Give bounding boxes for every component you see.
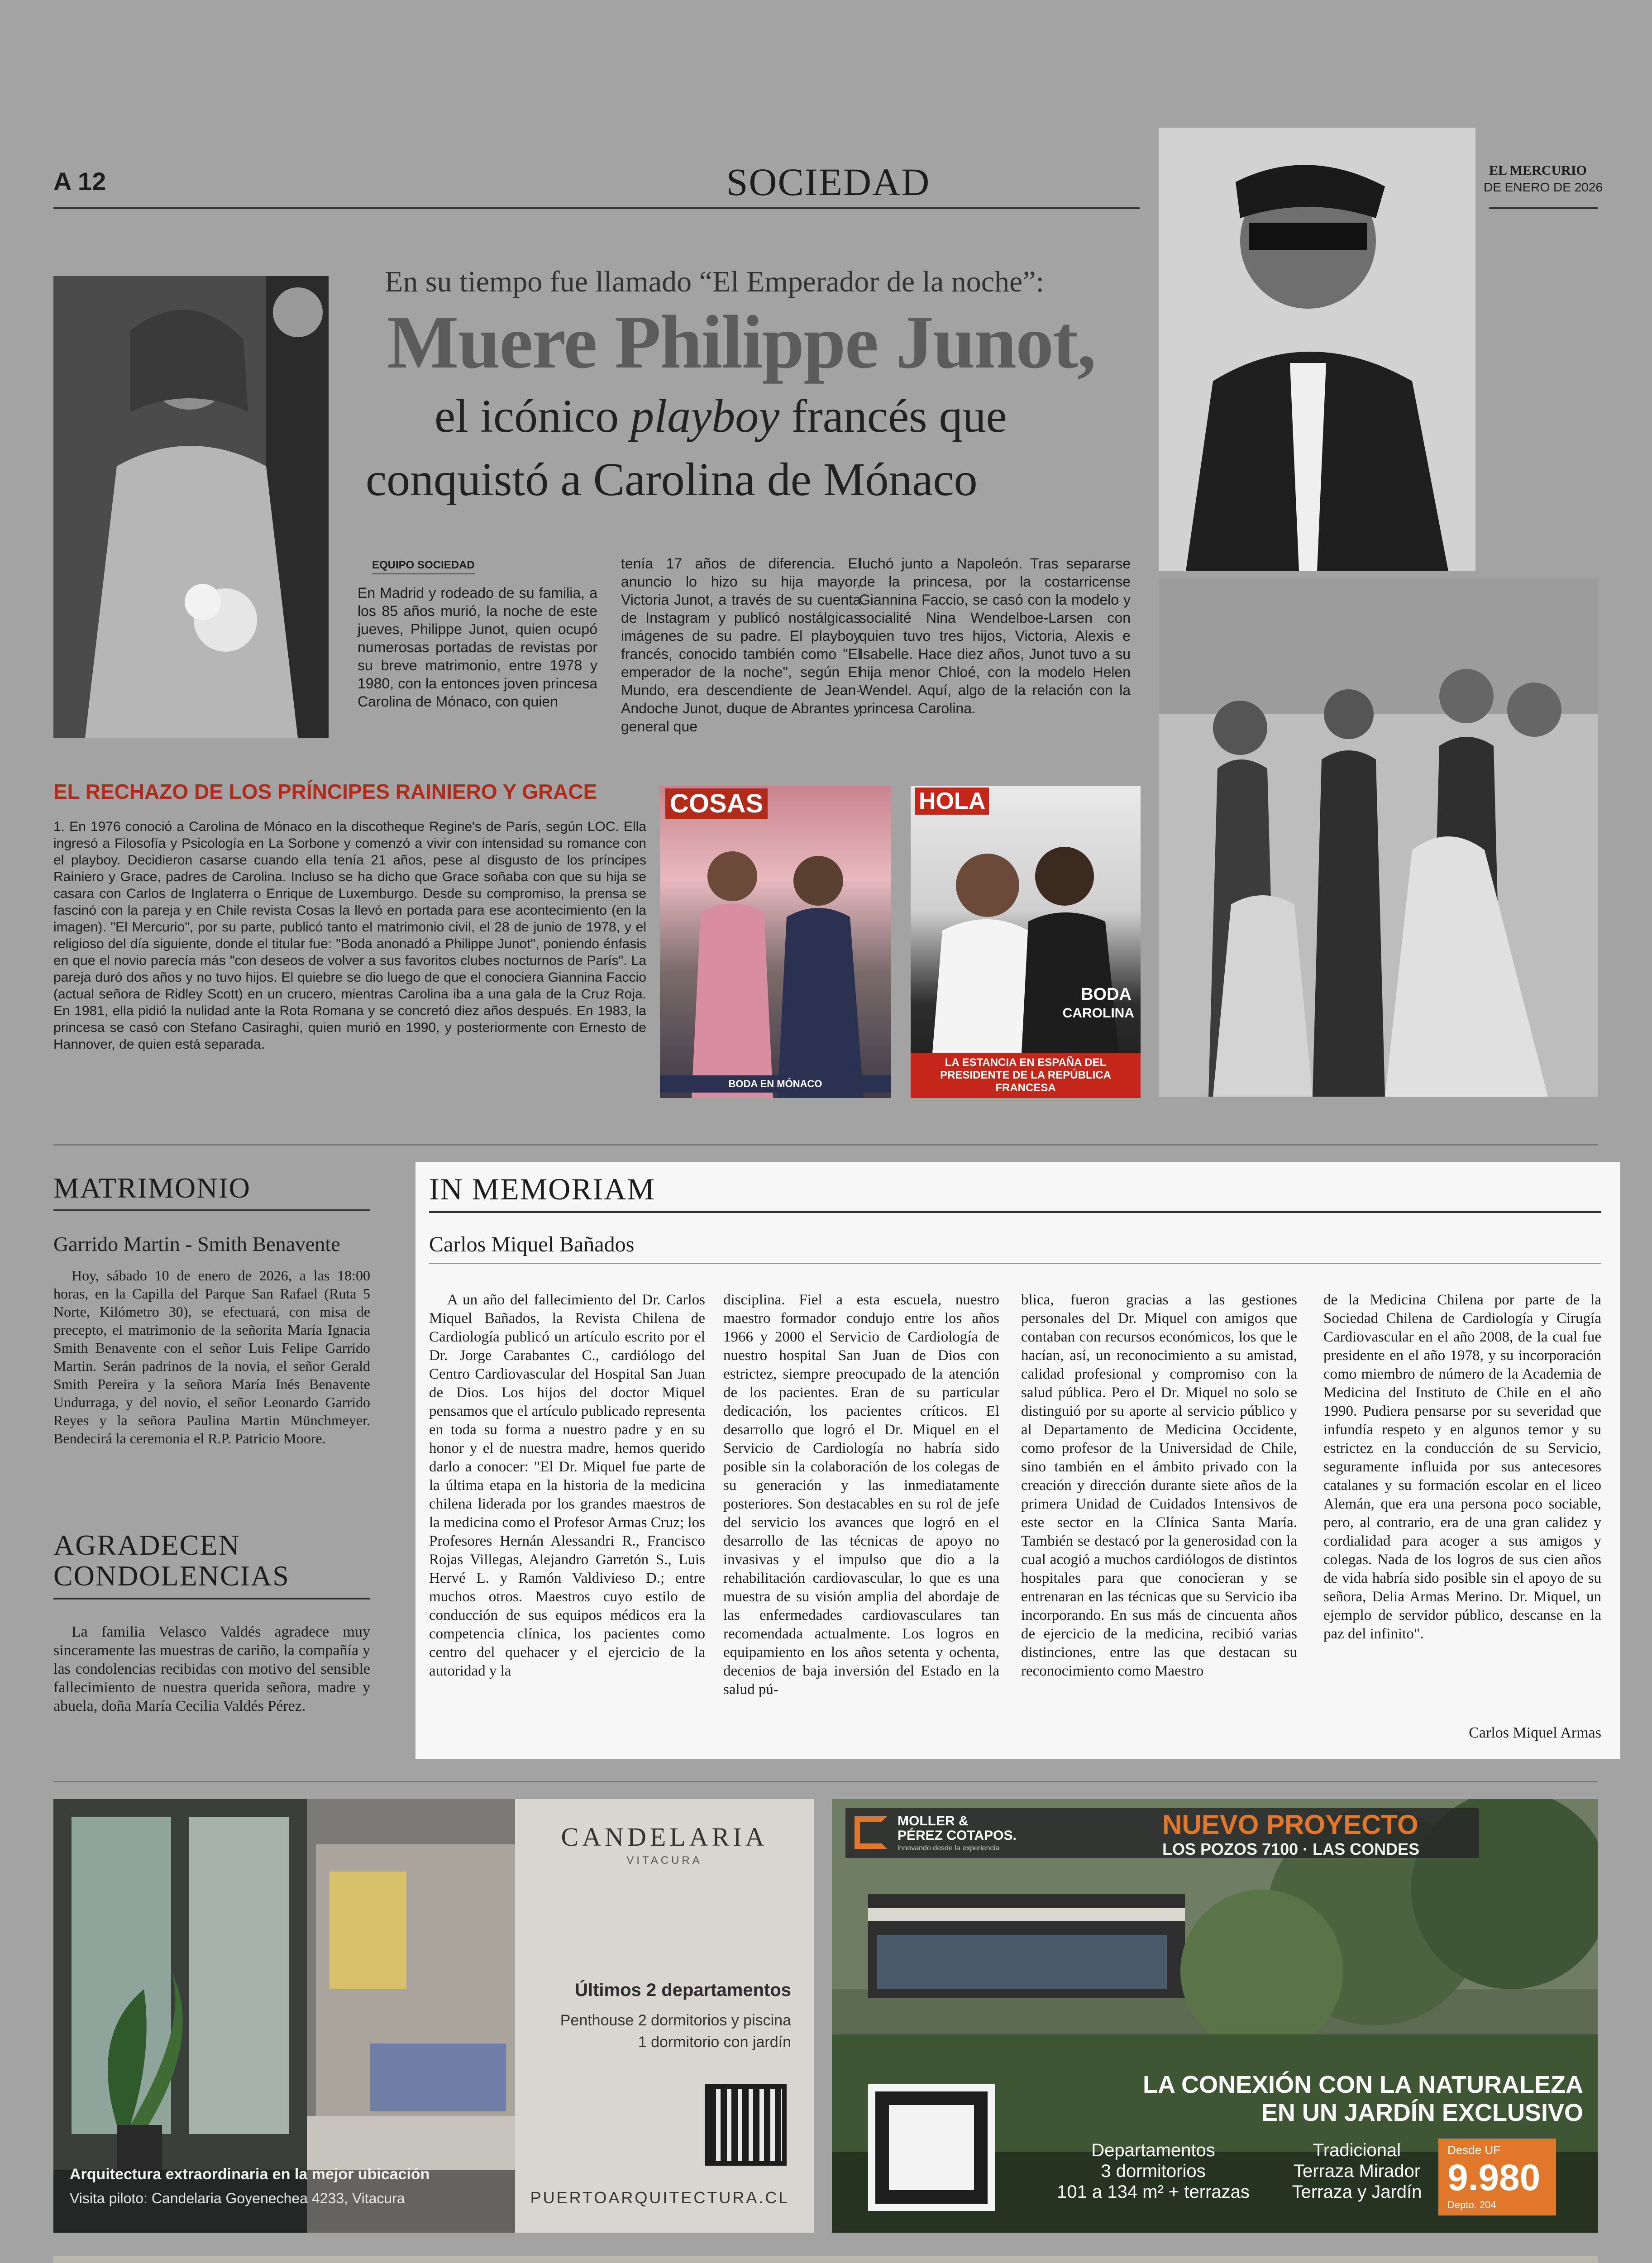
feature-headline-line3: conquistó a Carolina de Mónaco: [366, 454, 978, 506]
moller-trad-2: Terraza y Jardín: [1292, 2182, 1422, 2202]
candelaria-line1: Penthouse 2 dormitorios y piscina: [560, 2012, 791, 2029]
feature-byline: EQUIPO SOCIEDAD: [372, 559, 475, 574]
junot-portrait: [1159, 128, 1475, 571]
page-number: A 12: [53, 167, 106, 196]
candelaria-visit: Visita piloto: Candelaria Goyenechea 4233, Vitacura: [70, 2190, 405, 2206]
leaders-portraits: [1004, 2256, 1592, 2263]
newspaper-name: EL MERCURIO: [1489, 163, 1587, 178]
moller-brand-2: PÉREZ COTAPOS.: [898, 1828, 1017, 1843]
header-rule: [53, 207, 1140, 209]
memoriam-title: IN MEMORIAM: [429, 1172, 655, 1206]
candelaria-line2: 1 dormitorio con jardín: [638, 2034, 791, 2051]
candelaria-url[interactable]: PUERTOARQUITECTURA.CL: [530, 2188, 790, 2207]
matrimonio-title: MATRIMONIO: [53, 1172, 251, 1204]
hola-caption: LA ESTANCIA EN ESPAÑA DEL PRESIDENTE DE LA REPÚBLICA FRANCESA: [911, 1053, 1141, 1098]
hola-title-a: BODA: [1081, 985, 1132, 1004]
candelaria-brand: CANDELARIA: [561, 1822, 768, 1852]
moller-headline-1: LA CONEXIÓN CON LA NATURALEZA: [1143, 2071, 1583, 2098]
candelaria-brand-sub: VITACURA: [626, 1854, 702, 1867]
memoriam-col3: blica, fueron gracias a las gestiones personales del Dr. Miquel con amigos que contaban con recursos económicos, los que le hacían, así, un reconocimiento a su amistad, calidad profesional y compromiso con la salud pública. Pero el Dr. Miquel no solo se distinguió por su aporte al servicio público y al Departamento de Medicina Occidente, como profesor de la Universidad de Chile, sino también en el ámbito privado con la creación y dirección durante siete años de la primera Unidad de Cuidados Intensivos de este sector en la Clínica Santa María. También se destacó por la generosidad con la cual acogió a muchos cardiólogos de distintos hospitales para que conocieran y se entrenaran en las técnicas que su Servicio iba incorporando. En sus más de cincuenta años de ejercicio de la medicina, recibió varias distinciones, entre las que destacan su reconocimiento como Maestro: [1021, 1292, 1297, 1679]
memoriam-rule: [429, 1211, 1601, 1213]
candelaria-tagline: Arquitectura extraordinaria en la mejor ubicación: [70, 2166, 430, 2183]
candelaria-qr-code[interactable]: [705, 2084, 787, 2166]
feature-headline-line2: [434, 389, 1007, 443]
moller-address: LOS POZOS 7100 · LAS CONDES: [1162, 1840, 1420, 1858]
feature-body-col3: luchó junto a Napoleón. Tras separarse de la princesa, por la costarricense Giannina Faccio, se casó con la modelo y socialité Nina Wendelboe-Larsen con quien tuvo tres hijos, Victoria, Alexis e Isabelle. Hace diez años, Junot tuvo a su hija menor Chloé, con la modelo Helen Wendel. Aquí, algo de la relación con la princesa Carolina.: [859, 555, 1131, 716]
moller-brand-1: MOLLER &: [898, 1814, 969, 1829]
hola-masthead: HOLA: [915, 788, 989, 815]
moller-headline-2: EN UN JARDÍN EXCLUSIVO: [1261, 2099, 1583, 2126]
moller-qr-code[interactable]: [868, 2084, 995, 2211]
matrimonio-subtitle: Garrido Martin - Smith Benavente: [53, 1232, 340, 1256]
condolencias-title-2: CONDOLENCIAS: [53, 1560, 290, 1592]
moller-dept-label: Departamentos: [1091, 2140, 1215, 2160]
section-divider-2: [53, 1781, 1598, 1782]
moller-trad-1: Terraza Mirador: [1293, 2161, 1421, 2181]
headline-line2-italic: playboy: [630, 390, 780, 442]
sidebar-title: EL RECHAZO DE LOS PRÍNCIPES RAINIERO Y GRACE: [53, 780, 597, 803]
moller-price-label: Desde UF: [1447, 2143, 1501, 2157]
candelaria-heading: Últimos 2 departamentos: [575, 1980, 791, 2000]
cosas-masthead: COSAS: [665, 788, 768, 819]
carolina-photo: [53, 276, 329, 738]
cosas-cover: [660, 786, 891, 1098]
feature-body-col2: tenía 17 años de diferencia. El anuncio lo hizo su hija mayor, Victoria Junot, a través de su cuenta de Instagram y publicó nostálgicas imágenes de su padre. El playboy francés, conocido también como "El emperador de la noche", según El Mundo, era descendiente de Jean-Andoche Junot, duque de Abrantes y general que: [621, 555, 861, 735]
memoriam-name: Carlos Miquel Bañados: [429, 1232, 635, 1256]
moller-logo-icon: [855, 1816, 887, 1849]
matrimonio-rule: [53, 1209, 370, 1211]
hola-title-b: CAROLINA: [1062, 1006, 1134, 1021]
moller-dept-size: 101 a 134 m² + terrazas: [1057, 2182, 1250, 2202]
matrimonio-body: Hoy, sábado 10 de enero de 2026, a las 18:00 horas, en la Capilla del Parque San Rafael (Ruta 5 Norte, Kilómetro 30), se efectuará, con misa de precepto, el matrimonio de la señorita María Ignacia Smith Benavente con el señor Luis Felipe Garrido Martin. Serán padrinos de la novia, el señor Gerald Smith Pereira y la señora María Inés Benavente Undurraga, y del novio, el señor Leonardo Garrido Reyes y la señora Paulina Martin Münchmeyer. Bendecirá la ceremonia el R.P. Patricio Moore.: [53, 1267, 370, 1447]
headline-line2-pre: el icónico: [434, 390, 631, 442]
sidebar-body: 1. En 1976 conoció a Carolina de Mónaco en la discotheque Regine's de París, según LOC. Ella ingresó a Filosofía y Psicología en La Sorbone y comenzó a vivir con intensidad su romance con el playboy. Decidieron casarse cuando ella tenía 21 años, pese al disgusto de los príncipes Rainiero y Grace, padres de Carolina. Incluso se ha dicho que Grace soñaba con que su hija se casara con Carlos de Inglaterra o Enrique de Luxemburgo. Desde su compromiso, la prensa se fascinó con la pareja y en Chile revista Cosas la llevó en portada para ese acontecimiento (en la imagen). "El Mercurio", por su parte, publicó tanto el matrimonio civil, el 28 de junio de 1978, y el religioso del día siguiente, donde el titular fue: "Boda anonadó a Philippe Junot", poniendo énfasis en que el novio parecía más "con deseos de volver a sus favoritos clubes nocturnos de París". La pareja duró dos años y no tuvo hijos. El quiebre se dio luego de que el conociera Giannina Faccio (actual señora de Ridley Scott) en un crucero, mientras Carolina iba a una gala de la Cruz Roja. En 1981, ella pidió la nulidad ante la Rota Romana y se concretó diez años después. En 1983, la princesa se casó con Stefano Casiraghi, quien murió en 1990, y posteriormente con Ernesto de Hannover, de quien está separada.: [53, 819, 646, 1052]
memoriam-col2: disciplina. Fiel a esta escuela, nuestro maestro formador condujo entre los años 1966 y 2000 el Servicio de Cardiología de nuestro hospital San Juan de Dios con estrictez, siempre preocupado de la atención de los pacientes. Eran de su particular dedicación, los pacientes críticos. El desarrollo que logró el Dr. Miquel en el Servicio de Cardiología no habría sido posible sin la colaboración de los colegas de su generación y las inmediatamente posteriores. Son destacables en su rol de jefe del servicio los avances que logró en el desarrollo de las técnicas de apoyo no invasivas y el impulso que dio a la rehabilitación cardiovascular, lo que es una muestra de su visión amplia del abordaje de las enfermedades cardiovasculares tan recomendada actualmente. Los logros en equipamiento en los años setenta y ochenta, decenios de baja inversión del Estado en la salud pú-: [723, 1292, 999, 1698]
memoriam-rule-2: [429, 1263, 1601, 1264]
moller-ad[interactable]: [832, 1799, 1598, 2233]
feature-headline: Muere Philippe Junot,: [387, 300, 1095, 384]
condolencias-body: La familia Velasco Valdés agradece muy sinceramente las muestras de cariño, la compañía y las condolencias recibidas con motivo del sensible fallecimiento de nuestra querida señora, madre y abuela, doña María Cecilia Valdés Pérez.: [53, 1623, 370, 1714]
moller-title: NUEVO PROYECTO: [1162, 1809, 1418, 1840]
royal-family-photo: [1159, 578, 1598, 1097]
cosas-caption: BODA EN MÓNACO: [660, 1075, 891, 1093]
section-title: SOCIEDAD: [726, 160, 931, 204]
header-rule-right: [1489, 207, 1598, 209]
moller-brand-tag: innovando desde la experiencia: [898, 1844, 1000, 1852]
moller-trad-label: Tradicional: [1313, 2140, 1401, 2160]
feature-kicker: En su tiempo fue llamado “El Emperador de la noche”:: [385, 265, 1044, 298]
feature-body-col1: En Madrid y rodeado de su familia, a los 85 años murió, la noche de este jueves, Philippe Junot, quien ocupó numerosas portadas de revistas por su breve matrimonio, entre 1978 y 1980, con la entonces joven princesa Carolina de Mónaco, con quien: [358, 585, 597, 710]
memoriam-col4: de la Medicina Chilena por parte de la Sociedad Chilena de Cardiología y Cirugía Cardiovascular en el año 2008, de la cual fue presidente en el año 1978, y su incorporación como miembro de número de la Academia de Medicina del Instituto de Chile en el año 1990. Pudiera pensarse por su severidad que infundía respeto y en algunos temor y su estrictez en la conducción de su Servicio, seguramente influida por sus antecesores catalanes y su formación escolar en el liceo Alemán, que era una persona poco sociable, pero, al contrario, era de una gran calidez y cordialidad para acoger a sus amigos y colegas. Nada de los logros de sus cien años de vida habría sido posible sin el apoyo de su señora, Delia Armas Merino. Dr. Miquel, un ejemplo de servidor público, descanse en la paz del infinito".: [1323, 1292, 1601, 1642]
issue-date: DE ENERO DE 2026: [1484, 180, 1603, 194]
condolencias-title-1: AGRADECEN: [53, 1529, 240, 1561]
moller-dept-rooms: 3 dormitorios: [1101, 2161, 1206, 2181]
hola-cover: [911, 786, 1141, 1098]
condolencias-rule: [53, 1598, 370, 1599]
section-divider-1: [53, 1144, 1598, 1146]
memoriam-col1: A un año del fallecimiento del Dr. Carlos Miquel Bañados, la Revista Chilena de Cardiología publicó un artículo escrito por el Dr. Jorge Carabantes C., cardiólogo del Centro Cardiovascular del Hospital San Juan de Dios. Los hijos del doctor Miquel pensamos que el artículo publicado representa en toda su forma a nuestro padre y en su honor y el de nuestra madre, hemos querido darlo a conocer: "El Dr. Miquel fue parte de la última etapa en la historia de la medicina chilena liderada por los grandes maestros de la medicina como el Profesor Armas Cruz; los Profesores Hernán Alessandri R., Francisco Rojas Villegas, Alejandro Garretón S., Luis Hervé L. y Ramón Valdivieso D.; entre muchos otros. Maestros cuyo estilo de conducción de sus equipos médicos era la competencia clínica, los pacientes como centro del quehacer y el ejercicio de la autoridad y la: [429, 1292, 705, 1679]
colecciones-ad[interactable]: [53, 2256, 1598, 2263]
moller-price-sub: Depto. 204: [1447, 2199, 1496, 2210]
headline-line2-post: francés que: [779, 390, 1007, 442]
moller-price: 9.980: [1447, 2157, 1541, 2198]
memoriam-signature: Carlos Miquel Armas: [1469, 1724, 1601, 1741]
candelaria-ad[interactable]: [53, 1799, 814, 2233]
